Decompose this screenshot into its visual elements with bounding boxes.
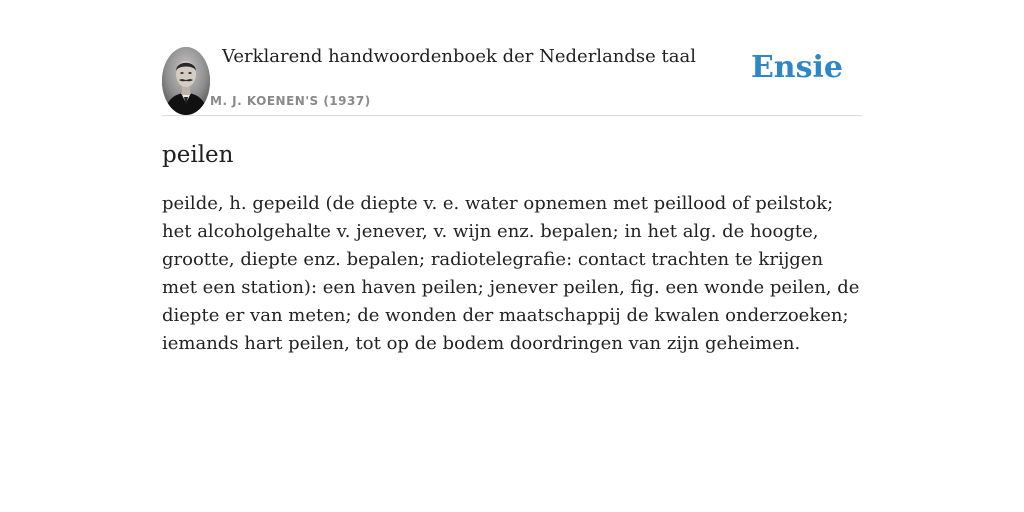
author-portrait: [162, 47, 210, 115]
headword: peilen: [162, 142, 234, 168]
page: [162, 0, 862, 358]
author-portrait-image: [162, 47, 210, 115]
book-title: Verklarend handwoordenboek der Nederlandse taal: [222, 46, 696, 67]
brand-logo-link[interactable]: Ensie: [750, 50, 843, 85]
book-subtitle: M. J. KOENEN'S (1937): [210, 94, 371, 108]
header: [162, 46, 862, 116]
definition-text: peilde, h. gepeild (de diepte v. e. water opnemen met peillood of peilstok; het alcoholgehalte v. jenever, v. wijn enz. bepalen; in het alg. de hoogte, grootte, diepte enz. bepalen; radiotelegrafie: contact trachten te krijgen met een station): een haven peilen; jenever peilen, fig. een wonde peilen, de diepte er van meten; de wonden der maatschappij de kwalen onderzoeken; iemands hart peilen, tot op de bodem doordringen van zijn geheimen.: [162, 193, 860, 354]
